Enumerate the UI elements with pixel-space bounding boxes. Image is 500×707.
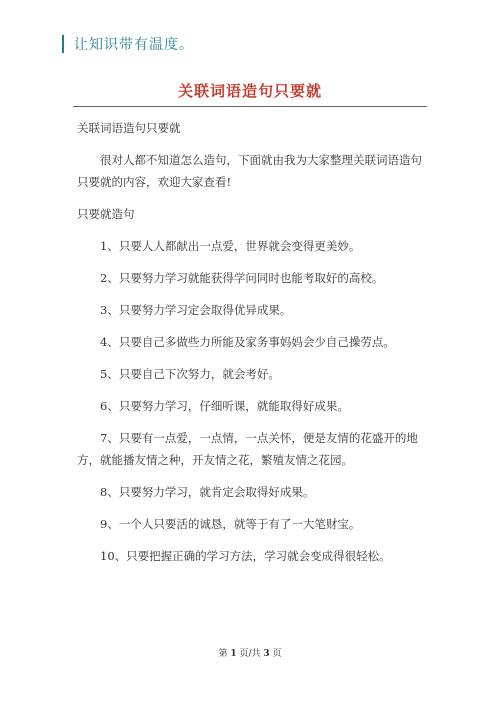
document-subtitle: 关联词语造句只要就	[77, 121, 181, 135]
sentence-item: 3、只要努力学习定会取得优异成果。	[100, 303, 292, 317]
title-divider	[73, 106, 427, 107]
sentence-item: 6、只要努力学习，仔细听课，就能取得好成果。	[100, 399, 349, 413]
current-page-number: 1	[230, 649, 237, 659]
intro-paragraph: 很对人都不知道怎么造句，下面就由我为大家整理关联词语造句只要就的内容，欢迎大家查看!	[77, 153, 422, 189]
sentence-item: 9、一个人只要活的诚恳，就等于有了一大笔财宝。	[100, 517, 361, 531]
total-page-number: 3	[263, 649, 270, 659]
brand-accent-bar	[62, 35, 64, 53]
brand-header	[62, 34, 194, 54]
document-body	[77, 117, 427, 577]
footer-prefix: 第	[218, 649, 228, 659]
sentence-item: 7、只要有一点爱，一点情，一点关怀，便是友情的花盛开的地方，就能播友情之种，开友情之花，繁殖友情之花园。	[77, 431, 418, 467]
page-footer	[0, 646, 500, 659]
sentence-item: 2、只要努力学习就能获得学问同时也能考取好的高校。	[100, 271, 384, 285]
document-title: 关联词语造句只要就	[177, 82, 322, 100]
footer-suffix: 页	[272, 649, 282, 659]
sentence-item: 5、只要自己下次努力，就会考好。	[100, 367, 280, 381]
brand-slogan: 让知识带有温度。	[74, 37, 194, 53]
sentence-item: 8、只要努力学习，就肯定会取得好成果。	[100, 485, 315, 499]
sentence-item: 10、只要把握正确的学习方法，学习就会变成得很轻松。	[100, 549, 391, 563]
section-heading: 只要就造句	[77, 207, 135, 221]
sentence-item: 1、只要人人都献出一点爱，世界就会变得更美妙。	[100, 239, 361, 253]
footer-middle: 页/共	[239, 649, 261, 659]
sentence-item: 4、只要自己多做些力所能及家务事妈妈会少自己操劳点。	[100, 335, 395, 349]
